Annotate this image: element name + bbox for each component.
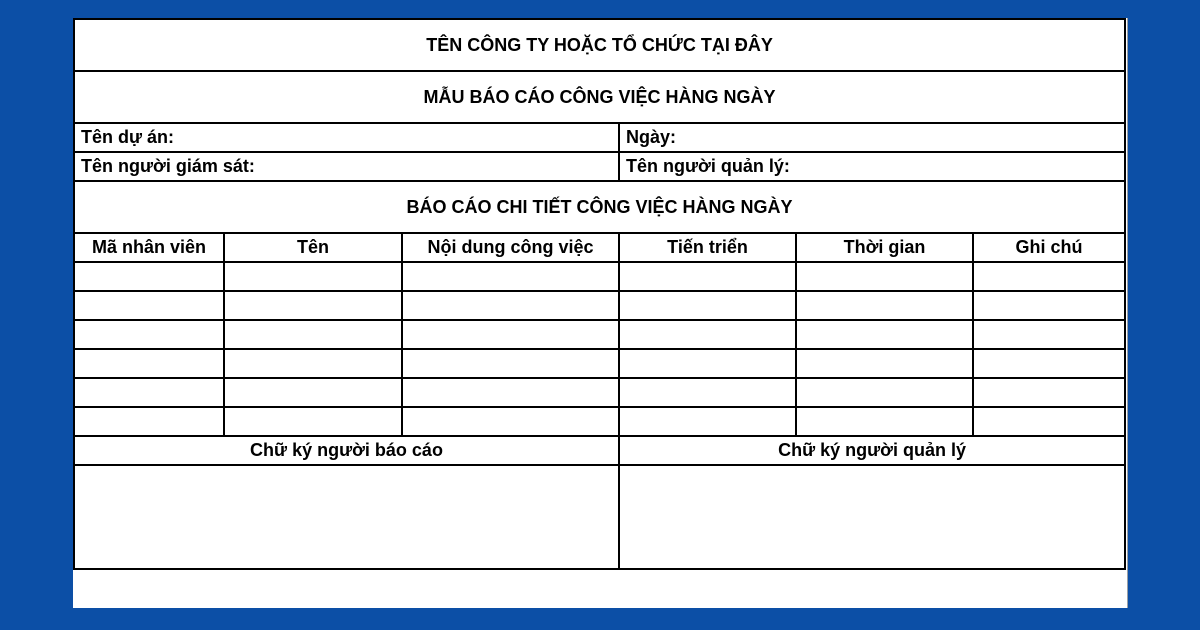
- reporter-signature-label: Chữ ký người báo cáo: [74, 436, 619, 465]
- table-cell[interactable]: [402, 378, 619, 407]
- table-cell[interactable]: [402, 349, 619, 378]
- company-title: TÊN CÔNG TY HOẶC TỔ CHỨC TẠI ĐÂY: [74, 19, 1125, 71]
- form-title: MẪU BÁO CÁO CÔNG VIỆC HÀNG NGÀY: [74, 71, 1125, 123]
- table-cell[interactable]: [74, 378, 224, 407]
- table-cell[interactable]: [619, 320, 796, 349]
- table-cell[interactable]: [224, 291, 402, 320]
- table-cell[interactable]: [402, 320, 619, 349]
- signature-box-row: [74, 465, 1125, 569]
- table-cell[interactable]: [796, 378, 973, 407]
- table-cell[interactable]: [619, 262, 796, 291]
- table-cell[interactable]: [402, 291, 619, 320]
- daily-report-table: [73, 18, 1126, 570]
- info-row-people: [74, 152, 1125, 181]
- column-header-employee-id: Mã nhân viên: [74, 233, 224, 262]
- column-header-row: [74, 233, 1125, 262]
- date-field[interactable]: Ngày:: [619, 123, 1125, 152]
- table-cell[interactable]: [796, 291, 973, 320]
- column-header-notes: Ghi chú: [973, 233, 1125, 262]
- table-cell[interactable]: [224, 349, 402, 378]
- table-cell[interactable]: [973, 291, 1125, 320]
- table-cell[interactable]: [796, 407, 973, 436]
- supervisor-name-field[interactable]: Tên người giám sát:: [74, 152, 619, 181]
- report-sheet: [73, 18, 1128, 608]
- table-cell[interactable]: [619, 349, 796, 378]
- form-title-row: [74, 71, 1125, 123]
- column-header-time: Thời gian: [796, 233, 973, 262]
- table-cell[interactable]: [973, 407, 1125, 436]
- table-cell[interactable]: [402, 407, 619, 436]
- table-row: [74, 378, 1125, 407]
- column-header-progress: Tiến triển: [619, 233, 796, 262]
- column-header-name: Tên: [224, 233, 402, 262]
- table-cell[interactable]: [619, 291, 796, 320]
- detail-title-row: [74, 181, 1125, 233]
- table-cell[interactable]: [74, 407, 224, 436]
- table-row: [74, 349, 1125, 378]
- table-cell[interactable]: [796, 349, 973, 378]
- table-cell[interactable]: [224, 378, 402, 407]
- table-cell[interactable]: [74, 262, 224, 291]
- table-cell[interactable]: [973, 349, 1125, 378]
- detail-title: BÁO CÁO CHI TIẾT CÔNG VIỆC HÀNG NGÀY: [74, 181, 1125, 233]
- table-row: [74, 291, 1125, 320]
- manager-signature-box[interactable]: [619, 465, 1125, 569]
- table-cell[interactable]: [619, 407, 796, 436]
- table-row: [74, 262, 1125, 291]
- signature-label-row: [74, 436, 1125, 465]
- manager-name-field[interactable]: Tên người quản lý:: [619, 152, 1125, 181]
- table-cell[interactable]: [973, 320, 1125, 349]
- table-cell[interactable]: [973, 378, 1125, 407]
- table-cell[interactable]: [74, 320, 224, 349]
- table-cell[interactable]: [402, 262, 619, 291]
- column-header-work-content: Nội dung công việc: [402, 233, 619, 262]
- project-name-field[interactable]: Tên dự án:: [74, 123, 619, 152]
- table-cell[interactable]: [74, 349, 224, 378]
- manager-signature-label: Chữ ký người quản lý: [619, 436, 1125, 465]
- table-cell[interactable]: [224, 407, 402, 436]
- reporter-signature-box[interactable]: [74, 465, 619, 569]
- table-cell[interactable]: [796, 262, 973, 291]
- table-cell[interactable]: [224, 262, 402, 291]
- table-row: [74, 407, 1125, 436]
- table-cell[interactable]: [224, 320, 402, 349]
- table-row: [74, 320, 1125, 349]
- table-cell[interactable]: [796, 320, 973, 349]
- table-cell[interactable]: [973, 262, 1125, 291]
- info-row-project: [74, 123, 1125, 152]
- table-cell[interactable]: [619, 378, 796, 407]
- company-title-row: [74, 19, 1125, 71]
- table-cell[interactable]: [74, 291, 224, 320]
